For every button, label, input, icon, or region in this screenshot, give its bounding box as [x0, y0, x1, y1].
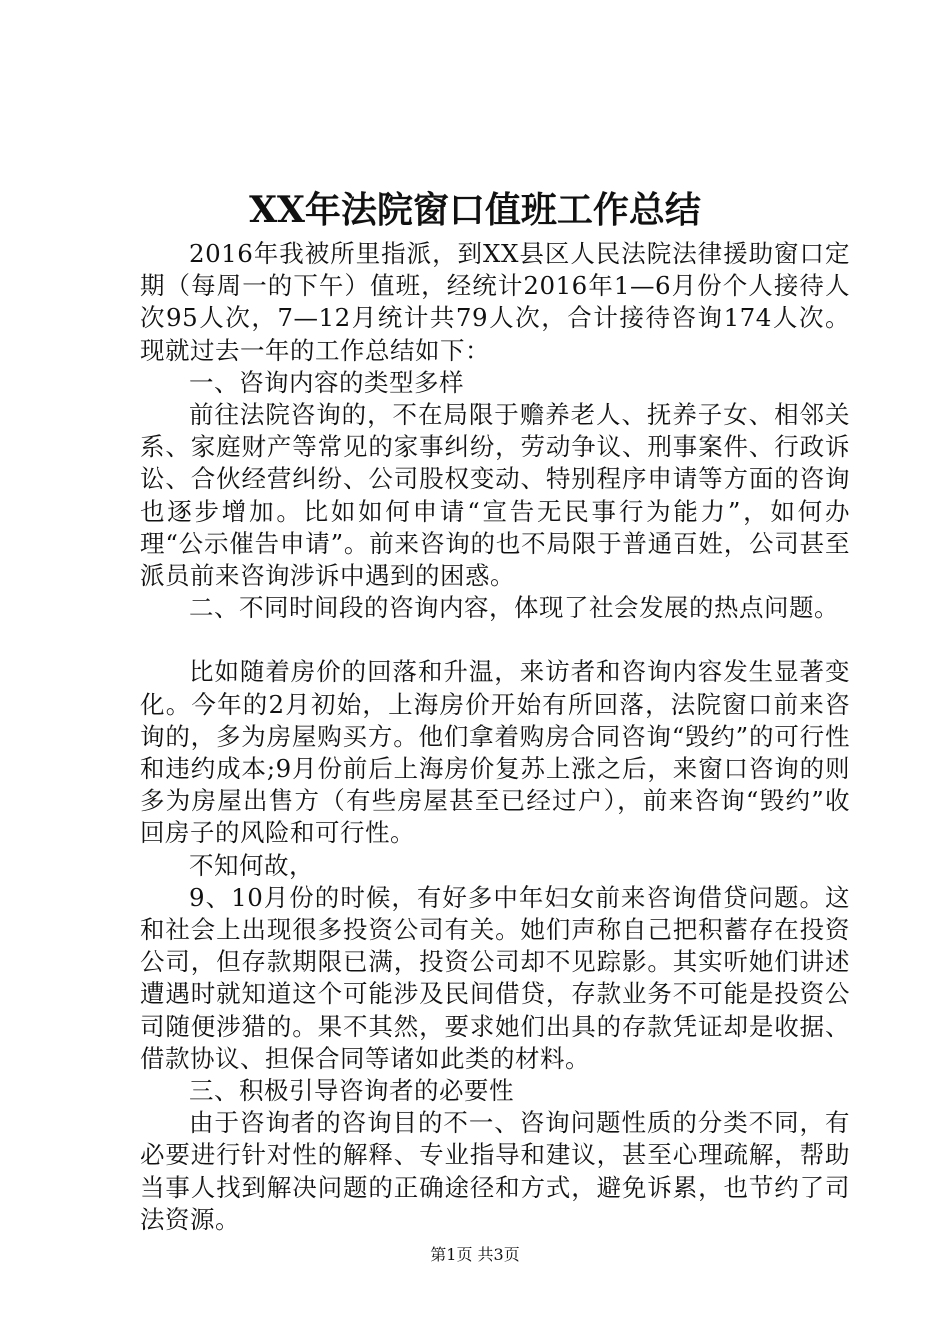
section-heading-3: 三、积极引导咨询者的必要性 — [189, 1076, 514, 1106]
page-title: XX年法院窗口值班工作总结 — [249, 189, 701, 231]
intro-paragraph: 2016年我被所里指派，到XX县区人民法院法律援助窗口定期（每周一的下午）值班，经统计2016年1—6月份个人接待人次95人次，7—12月统计共79人次，合计接待咨询174人次。现就过去一年的工作总结如下： — [140, 239, 850, 365]
section-heading-2: 二、不同时间段的咨询内容，体现了社会发展的热点问题。 — [189, 593, 839, 623]
body-paragraph: 比如随着房价的回落和升温，来访者和咨询内容发生显著变化。今年的2月初始，上海房价开始有所回落，法院窗口前来咨询的，多为房屋购买方。他们拿着购房合同咨询“毁约”的可行性和违约成本;9月份前后上海房价复苏上涨之后，来窗口咨询的则多为房屋出售方（有些房屋甚至已经过户），前来咨询“毁约”收回房子的风险和可行性。 — [140, 657, 850, 848]
blank-line — [140, 624, 850, 656]
page-number: 第1页 共3页 — [430, 1245, 520, 1264]
body-paragraph: 由于咨询者的咨询目的不一、咨询问题性质的分类不同，有必要进行针对性的解释、专业指导和建议，甚至心理疏解，帮助当事人找到解决问题的正确途径和方式，避免诉累，也节约了司法资源。 — [140, 1108, 850, 1234]
document-body — [140, 238, 850, 1236]
section-heading-1: 一、咨询内容的类型多样 — [189, 367, 464, 397]
body-paragraph: 前往法院咨询的，不在局限于赡养老人、抚养子女、相邻关系、家庭财产等常见的家事纠纷，劳动争议、刑事案件、行政诉讼、合伙经营纠纷、公司股权变动、特别程序申请等方面的咨询也逐步增加。比如如何申请“宣告无民事行为能力”，如何办理“公示催告申请”。前来咨询的也不局限于普通百姓，公司甚至派员前来咨询涉诉中遇到的困惑。 — [140, 400, 850, 591]
body-paragraph: 不知何故， — [189, 850, 314, 880]
body-paragraph: 9、10月份的时候，有好多中年妇女前来咨询借贷问题。这和社会上出现很多投资公司有关。她们声称自己把积蓄存在投资公司，但存款期限已满，投资公司却不见踪影。其实听她们讲述遭遇时就知道这个可能涉及民间借贷，存款业务不可能是投资公司随便涉猎的。果不其然，要求她们出具的存款凭证却是收据、借款协议、担保合同等诸如此类的材料。 — [140, 882, 850, 1073]
